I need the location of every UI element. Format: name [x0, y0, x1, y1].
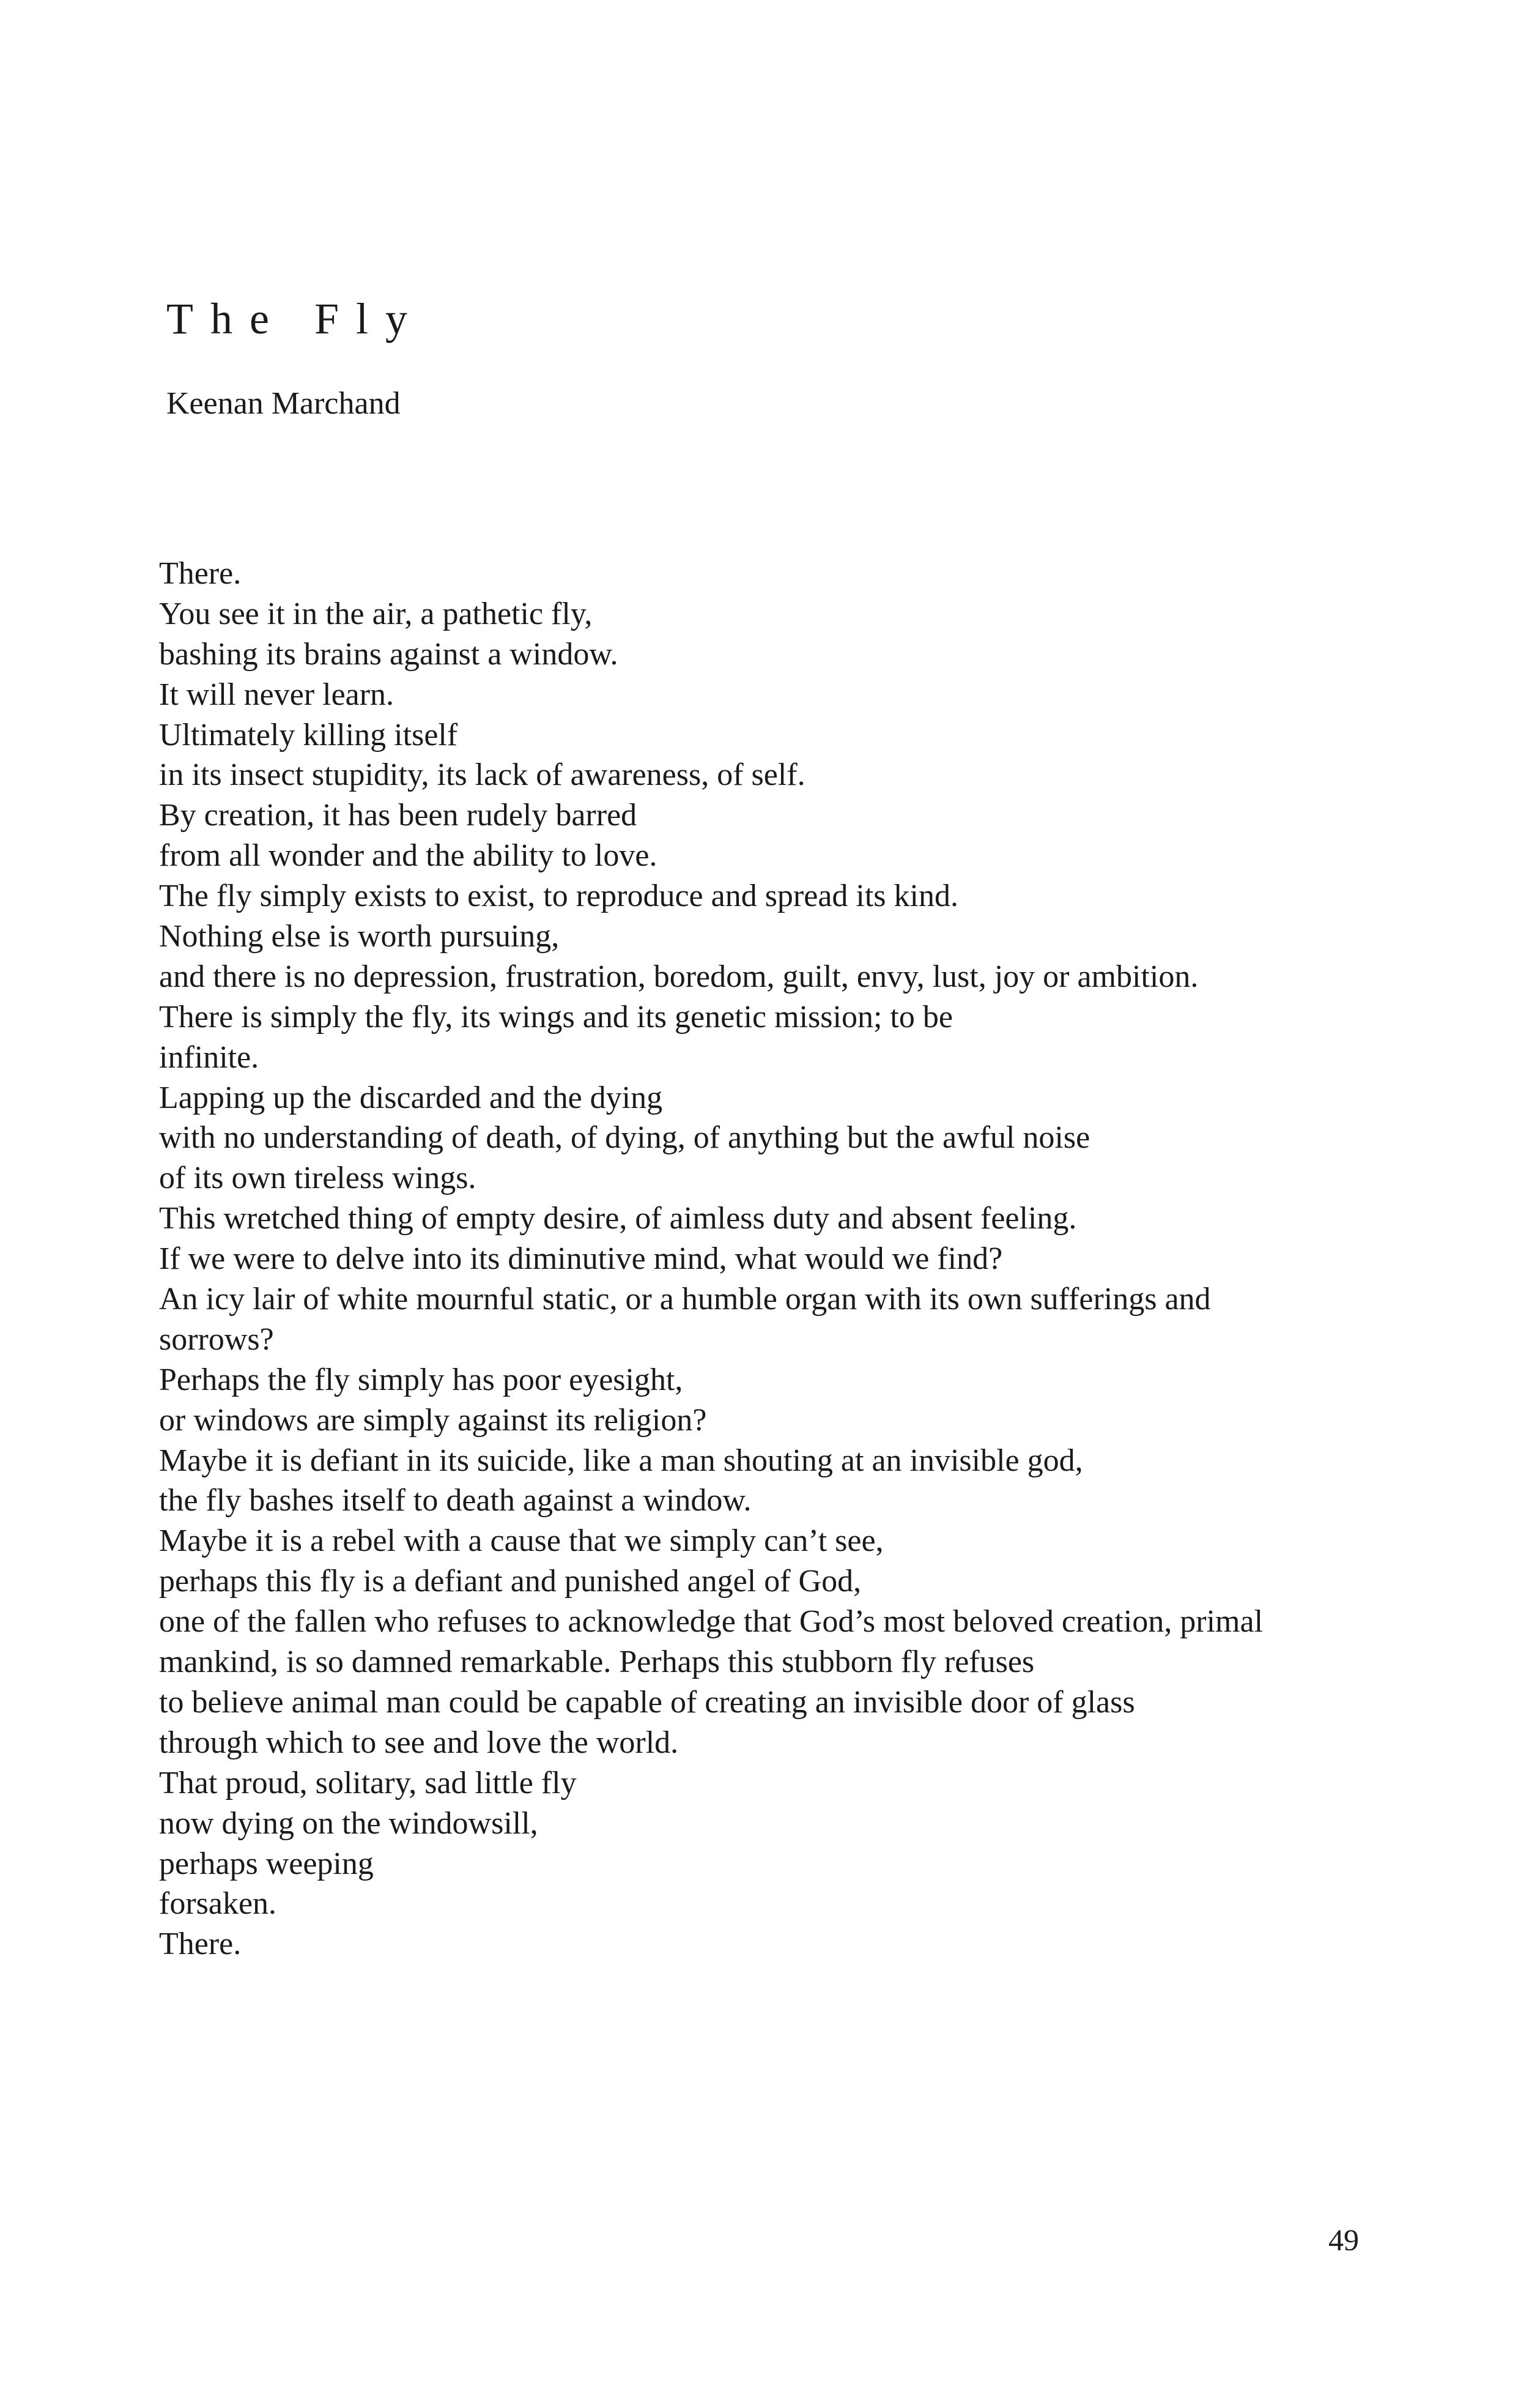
poem-line: Maybe it is a rebel with a cause that we simply can’t see, [159, 1523, 884, 1559]
poem-line: Perhaps the fly simply has poor eyesight, [159, 1362, 683, 1397]
poem-line: Maybe it is defiant in its suicide, like a man shouting at an invisible god, [159, 1443, 1083, 1478]
poem-line: or windows are simply against its religion? [159, 1402, 707, 1438]
poem-line: sorrows? [159, 1321, 274, 1357]
poem-line: This wretched thing of empty desire, of aimless duty and absent feeling. [159, 1201, 1077, 1236]
poem-line: There is simply the fly, its wings and its genetic mission; to be [159, 999, 953, 1035]
poem-line: If we were to delve into its diminutive mind, what would we find? [159, 1241, 1003, 1277]
poem-line: through which to see and love the world. [159, 1725, 679, 1760]
poem-line: It will never learn. [159, 677, 394, 712]
poem-line: mankind, is so damned remarkable. Perhaps this stubborn fly refuses [159, 1644, 1035, 1680]
poem-line: in its insect stupidity, its lack of awareness, of self. [159, 757, 805, 793]
poem-line: You see it in the air, a pathetic fly, [159, 596, 593, 631]
poem-line: to believe animal man could be capable of creating an invisible door of glass [159, 1684, 1135, 1720]
poem-line: Lapping up the discarded and the dying [159, 1080, 663, 1115]
poem-line: the fly bashes itself to death against a window. [159, 1483, 752, 1518]
poem-line: infinite. [159, 1039, 259, 1075]
poem-line: There. [159, 556, 242, 591]
poem-line: from all wonder and the ability to love. [159, 838, 657, 874]
poem-body [159, 554, 1382, 1964]
poem-author: Keenan Marchand [166, 386, 401, 421]
poem-line: perhaps weeping [159, 1846, 374, 1881]
poem-line: of its own tireless wings. [159, 1161, 476, 1196]
poem-line: The fly simply exists to exist, to reproduce and spread its kind. [159, 879, 958, 914]
poem-line: That proud, solitary, sad little fly [159, 1765, 577, 1800]
poem-line: Ultimately killing itself [159, 717, 458, 752]
poem-line: Nothing else is worth pursuing, [159, 919, 560, 954]
poem-line: By creation, it has been rudely barred [159, 798, 637, 833]
poem-line: and there is no depression, frustration, boredom, guilt, envy, lust, joy or ambition. [159, 959, 1199, 994]
poem-line: There. [159, 1927, 242, 1962]
poem-line: perhaps this fly is a defiant and punished angel of God, [159, 1564, 862, 1599]
poem-line: forsaken. [159, 1886, 277, 1922]
poem-line: An icy lair of white mournful static, or a humble organ with its own sufferings and [159, 1282, 1211, 1317]
poem-line: one of the fallen who refuses to acknowledge that God’s most beloved creation, primal [159, 1604, 1264, 1640]
poem-line: now dying on the windowsill, [159, 1805, 538, 1841]
page-number: 49 [1328, 2223, 1359, 2257]
poem-line: bashing its brains against a window. [159, 636, 618, 672]
poem-line: with no understanding of death, of dying, of anything but the awful noise [159, 1120, 1090, 1156]
poem-title: The Fly [166, 294, 424, 343]
